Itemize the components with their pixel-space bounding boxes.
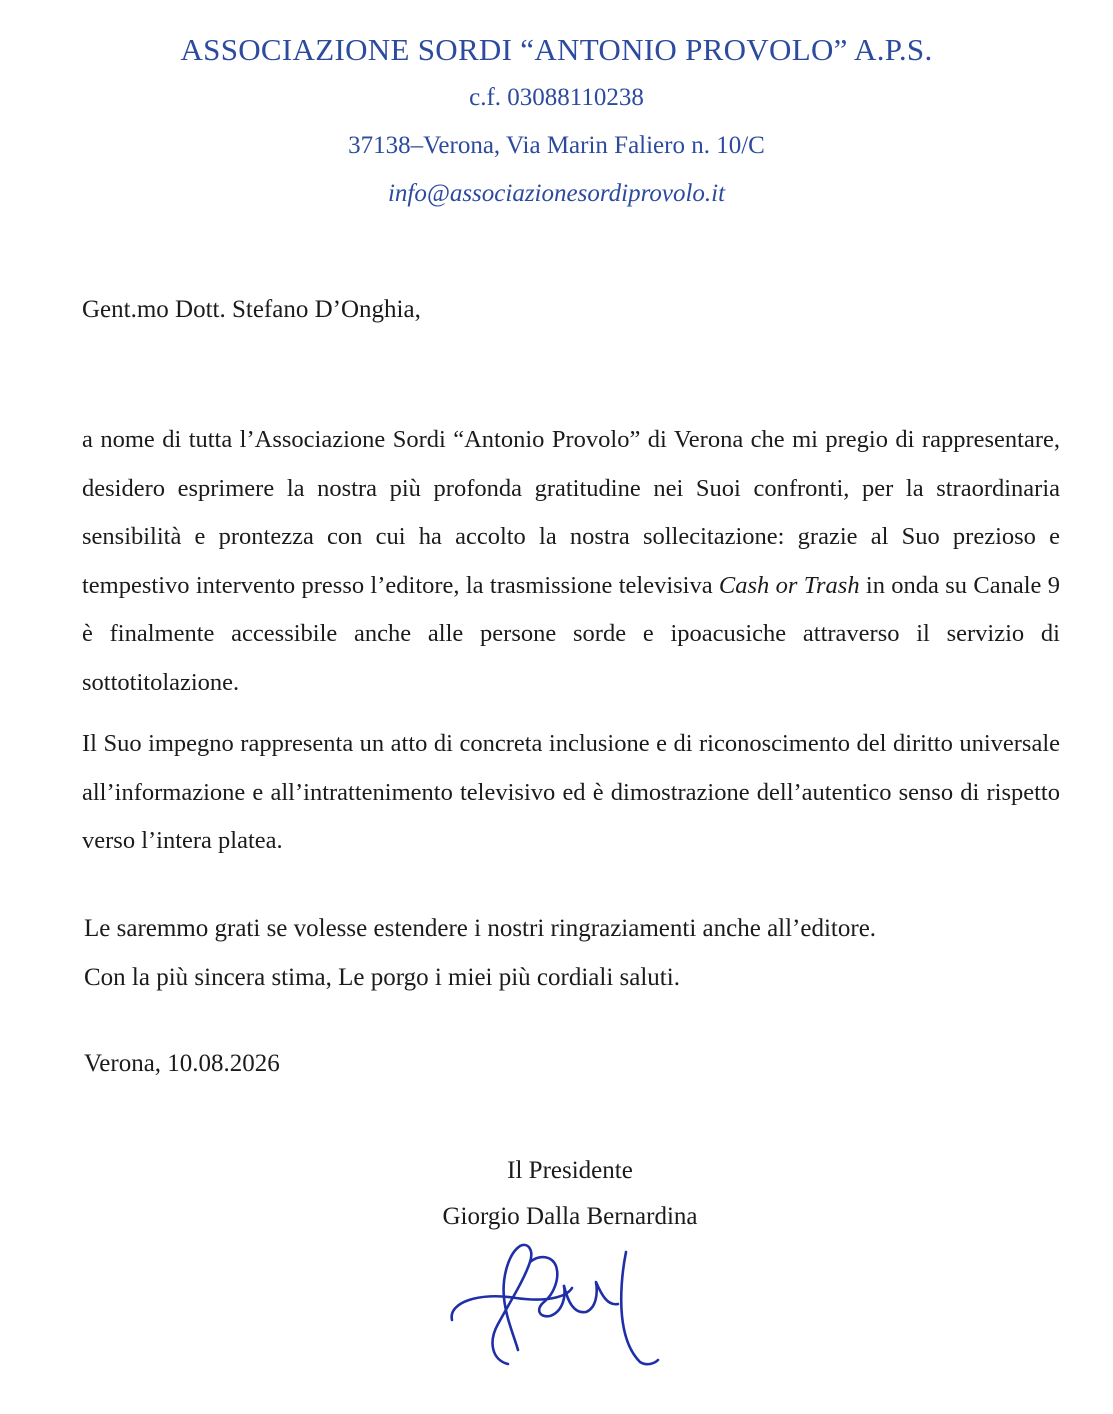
address: 37138–Verona, Via Marin Faliero n. 10/C: [348, 132, 765, 159]
signature-stroke-1: [493, 1245, 532, 1364]
signature-stroke-3: [530, 1257, 564, 1316]
paragraph-1: [82, 416, 1060, 708]
closing-line-2: Con la più sincera stima, Le porgo i miei più cordiali saluti.: [84, 964, 680, 991]
signature-block: [420, 1148, 720, 1240]
paragraph-1-after: in onda su Canale 9 è finalmente accessibile anche alle persone sorde e ipoacusiche attraverso il servizio di sottotitolazione.: [82, 571, 1060, 696]
show-title: Cash or Trash: [718, 571, 860, 599]
email-address: info@associazionesordiprovolo.it: [387, 180, 726, 207]
place-date: Verona, 10.08.2026: [84, 1050, 280, 1077]
signature-strokes: [452, 1245, 658, 1364]
organization-name: ASSOCIAZIONE SORDI “ANTONIO PROVOLO” A.P.S.: [180, 32, 933, 67]
signatory-role: Il Presidente: [507, 1157, 633, 1184]
letterhead: [0, 26, 1113, 218]
greeting: Gent.mo Dott. Stefano D’Onghia,: [82, 296, 421, 323]
closing-line-1: Le saremmo grati se volesse estendere i nostri ringraziamenti anche all’editore.: [84, 915, 877, 942]
paragraph-2: Il Suo impegno rappresenta un atto di concreta inclusione e di riconoscimento del diritto universale all’informazione e all’intrattenimento televisivo ed è dimostrazione dell’autentico senso di rispetto verso l’intera platea.: [82, 730, 1060, 855]
tax-code: c.f. 03088110238: [469, 84, 644, 111]
closing: [84, 904, 876, 1002]
handwritten-signature: [440, 1232, 680, 1372]
signature-stroke-5: [621, 1252, 658, 1364]
signatory-name: Giorgio Dalla Bernardina: [442, 1203, 698, 1230]
signature-stroke-4: [564, 1282, 618, 1312]
paragraph-1-before: a nome di tutta l’Associazione Sordi “Antonio Provolo” di Verona che mi pregio di rappresentare, desidero esprimere la nostra più profonda gratitudine nei Suoi confronti, per la straordinaria sensibilità e prontezza con cui ha accolto la nostra sollecitazione: grazie al Suo prezioso e tempestivo intervento presso l’editore, la trasmissione televisiva: [82, 426, 1060, 599]
